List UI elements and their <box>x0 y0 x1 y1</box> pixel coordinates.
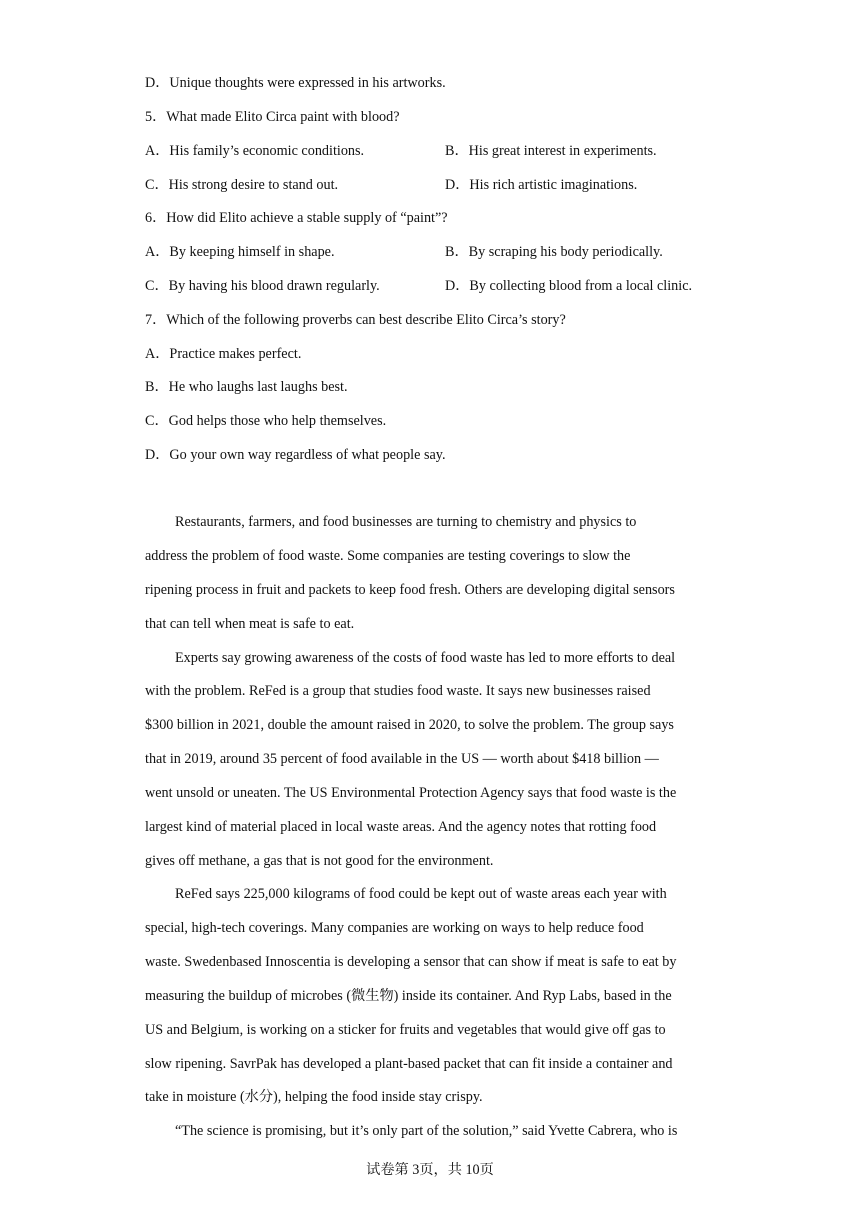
q5-option-a: A．His family’s economic conditions. <box>145 143 365 159</box>
q5-option-b: B．His great interest in experiments. <box>445 143 657 159</box>
q6-option-c: C．By having his blood drawn regularly. <box>145 278 380 294</box>
passage-line: Restaurants, farmers, and food businesses are turning to chemistry and physics to <box>175 514 637 530</box>
passage-line: that in 2019, around 35 percent of food available in the US — worth about $418 billion — <box>145 751 659 767</box>
q7-option-d: D．Go your own way regardless of what people say. <box>145 447 446 463</box>
passage-line: US and Belgium, is working on a sticker for fruits and vegetables that would give off gas to <box>145 1022 666 1038</box>
page-footer: 试卷第 3页，共 10页 <box>366 1162 494 1178</box>
q6-stem: 6．How did Elito achieve a stable supply of “paint”? <box>145 210 448 226</box>
passage-line: $300 billion in 2021, double the amount raised in 2020, to solve the problem. The group says <box>145 717 674 733</box>
passage-line: that can tell when meat is safe to eat. <box>145 616 355 632</box>
passage-line: gives off methane, a gas that is not good for the environment. <box>145 853 494 869</box>
q7-option-a: A．Practice makes perfect. <box>145 346 302 362</box>
q5-option-c: C．His strong desire to stand out. <box>145 177 339 193</box>
passage-line: take in moisture (水分), helping the food inside stay crispy. <box>145 1089 483 1105</box>
q4-option-d: D．Unique thoughts were expressed in his artworks. <box>145 75 446 91</box>
passage-line: ripening process in fruit and packets to keep food fresh. Others are developing digital sensors <box>145 582 675 598</box>
q6-option-b: B．By scraping his body periodically. <box>445 244 663 260</box>
passage-line: Experts say growing awareness of the costs of food waste has led to more efforts to deal <box>175 650 676 666</box>
passage-line: measuring the buildup of microbes (微生物) inside its container. And Ryp Labs, based in the <box>145 988 672 1004</box>
q6-option-d: D．By collecting blood from a local clinic. <box>445 278 693 294</box>
q7-option-c: C．God helps those who help themselves. <box>145 413 387 429</box>
passage-line: waste. Swedenbased Innoscentia is developing a sensor that can show if meat is safe to eat by <box>145 954 677 970</box>
passage-line: special, high-tech coverings. Many companies are working on ways to help reduce food <box>145 920 644 936</box>
passage-line: slow ripening. SavrPak has developed a plant-based packet that can fit inside a container and <box>145 1056 673 1072</box>
q5-stem: 5．What made Elito Circa paint with blood? <box>145 109 400 125</box>
q7-option-b: B．He who laughs last laughs best. <box>145 379 348 395</box>
q6-option-a: A．By keeping himself in shape. <box>145 244 335 260</box>
passage-line: “The science is promising, but it’s only part of the solution,” said Yvette Cabrera, who is <box>175 1123 678 1139</box>
passage-line: ReFed says 225,000 kilograms of food could be kept out of waste areas each year with <box>175 886 667 902</box>
q7-stem: 7．Which of the following proverbs can best describe Elito Circa’s story? <box>145 312 566 328</box>
passage-line: went unsold or uneaten. The US Environmental Protection Agency says that food waste is the <box>145 785 677 801</box>
passage-line: address the problem of food waste. Some companies are testing coverings to slow the <box>145 548 631 564</box>
q5-option-d: D．His rich artistic imaginations. <box>445 177 638 193</box>
passage-line: with the problem. ReFed is a group that studies food waste. It says new businesses raised <box>145 683 651 699</box>
passage-line: largest kind of material placed in local waste areas. And the agency notes that rotting food <box>145 819 657 835</box>
